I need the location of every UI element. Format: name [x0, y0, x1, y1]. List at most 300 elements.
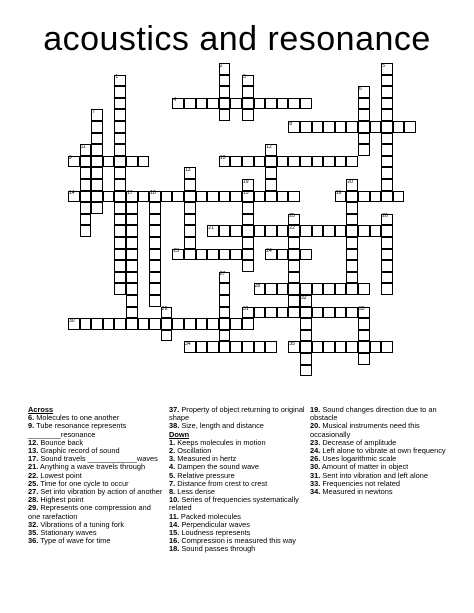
grid-cell[interactable] [91, 167, 103, 179]
clue-text: Vibrations of a tuning fork [38, 519, 125, 529]
grid-cell[interactable] [196, 341, 208, 353]
clue-number: 24. [310, 446, 321, 456]
grid-cell[interactable] [242, 98, 254, 110]
grid-cell[interactable] [323, 121, 335, 133]
grid-cell[interactable] [219, 295, 231, 307]
grid-cell[interactable] [265, 191, 277, 203]
down-clue [310, 406, 450, 422]
clue-number: 13. [28, 446, 39, 456]
grid-number: 3 [243, 74, 246, 81]
grid-cell[interactable] [346, 121, 358, 133]
grid-cell[interactable] [149, 214, 161, 226]
grid-cell[interactable] [91, 144, 103, 156]
grid-cell[interactable] [184, 179, 196, 191]
grid-cell[interactable] [114, 121, 126, 133]
grid-cell[interactable] [312, 283, 324, 295]
grid-cell[interactable] [80, 156, 92, 168]
grid-cell[interactable] [149, 249, 161, 261]
grid-cell[interactable] [277, 156, 289, 168]
clue-number: 27. [28, 487, 39, 497]
clue-number: 5. [169, 470, 176, 480]
grid-cell[interactable] [346, 214, 358, 226]
grid-cell[interactable] [346, 191, 358, 203]
grid-cell[interactable] [346, 307, 358, 319]
grid-cell[interactable] [103, 156, 115, 168]
clue-number: 16. [169, 536, 180, 546]
grid-cell[interactable] [381, 75, 393, 87]
grid-cell[interactable] [288, 260, 300, 272]
clue-number: 7. [169, 478, 176, 488]
grid-cell[interactable] [381, 109, 393, 121]
grid-cell[interactable] [114, 225, 126, 237]
grid-cell[interactable] [114, 156, 126, 168]
grid-number: 27 [219, 271, 226, 278]
grid-number: 17 [127, 190, 133, 197]
grid-cell[interactable] [114, 109, 126, 121]
grid-cell[interactable] [149, 283, 161, 295]
grid-cell[interactable] [114, 98, 126, 110]
clue-number: 8. [169, 487, 176, 497]
grid-cell[interactable] [207, 191, 219, 203]
grid-number: 18 [150, 190, 156, 197]
grid-cell[interactable] [242, 260, 254, 272]
grid-cell[interactable] [219, 249, 231, 261]
grid-cell[interactable] [381, 179, 393, 191]
grid-cell[interactable] [230, 98, 242, 110]
grid-cell[interactable] [126, 295, 138, 307]
grid-cell[interactable] [242, 156, 254, 168]
grid-cell[interactable] [288, 249, 300, 261]
grid-cell[interactable] [219, 86, 231, 98]
grid-cell[interactable] [138, 318, 150, 330]
grid-cell[interactable] [207, 98, 219, 110]
grid-cell[interactable] [277, 249, 289, 261]
grid-cell[interactable] [126, 318, 138, 330]
grid-cell[interactable] [381, 225, 393, 237]
grid-cell[interactable] [346, 341, 358, 353]
clue-text: Packed molecules [178, 511, 241, 521]
grid-cell[interactable] [207, 249, 219, 261]
grid-cell[interactable] [254, 307, 266, 319]
grid-cell[interactable] [335, 121, 347, 133]
grid-number: 23 [173, 248, 179, 255]
grid-cell[interactable] [207, 341, 219, 353]
grid-cell[interactable] [358, 121, 370, 133]
grid-cell[interactable] [138, 191, 150, 203]
grid-cell[interactable] [91, 202, 103, 214]
grid-cell[interactable] [265, 167, 277, 179]
grid-cell[interactable] [184, 98, 196, 110]
grid-cell[interactable] [242, 214, 254, 226]
clue-text: Sound travels ____________waves [38, 454, 158, 464]
clue-number: 4. [169, 462, 176, 472]
grid-cell[interactable] [91, 179, 103, 191]
grid-cell[interactable] [184, 202, 196, 214]
grid-cell[interactable] [161, 191, 173, 203]
grid-cell[interactable] [184, 237, 196, 249]
grid-cell[interactable] [358, 341, 370, 353]
clue-number: 26. [310, 454, 321, 464]
grid-cell[interactable] [149, 225, 161, 237]
grid-cell[interactable] [80, 191, 92, 203]
grid-cell[interactable] [172, 318, 184, 330]
grid-cell[interactable] [300, 365, 312, 377]
clue-text: Measured in hertz [175, 454, 237, 464]
clue-text: Highest point [38, 495, 84, 505]
grid-cell[interactable] [300, 283, 312, 295]
grid-cell[interactable] [219, 75, 231, 87]
grid-cell[interactable] [230, 249, 242, 261]
grid-cell[interactable] [277, 283, 289, 295]
clue-number: 36. [28, 536, 39, 546]
grid-cell[interactable] [358, 133, 370, 145]
clue-text: Represents one compression and one rarefaction [28, 503, 151, 521]
grid-cell[interactable] [358, 144, 370, 156]
grid-cell[interactable] [300, 225, 312, 237]
grid-cell[interactable] [149, 295, 161, 307]
grid-cell[interactable] [323, 341, 335, 353]
grid-cell[interactable] [300, 330, 312, 342]
clue-number: 12. [28, 437, 39, 447]
grid-cell[interactable] [335, 225, 347, 237]
grid-cell[interactable] [312, 121, 324, 133]
grid-number: 13 [185, 166, 191, 173]
grid-cell[interactable] [381, 167, 393, 179]
grid-cell[interactable] [358, 353, 370, 365]
grid-cell[interactable] [219, 318, 231, 330]
grid-cell[interactable] [80, 214, 92, 226]
grid-cell[interactable] [149, 237, 161, 249]
grid-cell[interactable] [277, 191, 289, 203]
grid-cell[interactable] [254, 225, 266, 237]
grid-cell[interactable] [265, 179, 277, 191]
grid-cell[interactable] [381, 249, 393, 261]
grid-cell[interactable] [184, 249, 196, 261]
grid-cell[interactable] [335, 341, 347, 353]
clue-number: 37. [169, 405, 180, 414]
grid-cell[interactable] [335, 156, 347, 168]
grid-cell[interactable] [288, 295, 300, 307]
clues-column-1 [28, 406, 163, 545]
clue-number: 10. [169, 495, 180, 505]
grid-number: 29 [161, 306, 168, 313]
grid-cell[interactable] [219, 341, 231, 353]
grid-cell[interactable] [114, 133, 126, 145]
grid-cell[interactable] [381, 86, 393, 98]
grid-cell[interactable] [323, 225, 335, 237]
grid-cell[interactable] [346, 156, 358, 168]
grid-cell[interactable] [335, 283, 347, 295]
grid-cell[interactable] [126, 237, 138, 249]
grid-cell[interactable] [335, 307, 347, 319]
grid-cell[interactable] [254, 341, 266, 353]
grid-cell[interactable] [381, 191, 393, 203]
grid-cell[interactable] [381, 272, 393, 284]
grid-cell[interactable] [370, 191, 382, 203]
grid-number: 1 [115, 74, 119, 81]
grid-cell[interactable] [346, 202, 358, 214]
grid-cell[interactable] [230, 318, 242, 330]
grid-cell[interactable] [358, 191, 370, 203]
grid-cell[interactable] [370, 121, 382, 133]
grid-cell[interactable] [288, 98, 300, 110]
grid-cell[interactable] [114, 214, 126, 226]
grid-cell[interactable] [126, 283, 138, 295]
grid-cell[interactable] [393, 191, 405, 203]
grid-cell[interactable] [254, 191, 266, 203]
grid-cell[interactable] [114, 249, 126, 261]
grid-cell[interactable] [149, 260, 161, 272]
grid-cell[interactable] [277, 225, 289, 237]
clue-text: Anything a wave travels through [38, 462, 146, 472]
grid-cell[interactable] [312, 225, 324, 237]
grid-cell[interactable] [312, 341, 324, 353]
grid-number: 33 [359, 306, 365, 313]
grid-cell[interactable] [219, 98, 231, 110]
grid-cell[interactable] [126, 249, 138, 261]
grid-cell[interactable] [358, 98, 370, 110]
grid-cell[interactable] [114, 283, 126, 295]
clue-text: Left alone to vibrate at own frequency [320, 446, 446, 456]
grid-cell[interactable] [80, 167, 92, 179]
grid-cell[interactable] [381, 121, 393, 133]
grid-cell[interactable] [242, 86, 254, 98]
grid-cell[interactable] [323, 156, 335, 168]
grid-cell[interactable] [219, 191, 231, 203]
clue-text: Amount of matter in object [320, 462, 409, 472]
grid-cell[interactable] [161, 318, 173, 330]
grid-cell[interactable] [103, 318, 115, 330]
clues-column-3 [310, 406, 450, 496]
grid-cell[interactable] [184, 191, 196, 203]
grid-cell[interactable] [393, 121, 405, 133]
grid-cell[interactable] [114, 167, 126, 179]
grid-cell[interactable] [114, 272, 126, 284]
grid-cell[interactable] [265, 341, 277, 353]
grid-cell[interactable] [288, 156, 300, 168]
grid-cell[interactable] [370, 225, 382, 237]
grid-cell[interactable] [288, 237, 300, 249]
grid-cell[interactable] [196, 98, 208, 110]
grid-cell[interactable] [230, 191, 242, 203]
grid-cell[interactable] [254, 156, 266, 168]
clue-number: 18. [169, 544, 180, 554]
down-clue [310, 488, 450, 496]
grid-cell[interactable] [114, 202, 126, 214]
grid-number: 6 [359, 85, 362, 92]
grid-cell[interactable] [265, 156, 277, 168]
grid-cell[interactable] [114, 237, 126, 249]
grid-cell[interactable] [323, 283, 335, 295]
grid-cell[interactable] [126, 214, 138, 226]
clue-number: 33. [310, 478, 321, 488]
grid-cell[interactable] [103, 191, 115, 203]
clue-text: Tube resonance represents ________resonance [28, 421, 127, 439]
grid-cell[interactable] [80, 179, 92, 191]
grid-cell[interactable] [114, 86, 126, 98]
grid-cell[interactable] [312, 307, 324, 319]
grid-cell[interactable] [91, 318, 103, 330]
grid-cell[interactable] [277, 307, 289, 319]
grid-cell[interactable] [265, 283, 277, 295]
grid-cell[interactable] [219, 307, 231, 319]
grid-cell[interactable] [230, 225, 242, 237]
clue-text: Oscillation [175, 446, 212, 456]
grid-cell[interactable] [300, 249, 312, 261]
grid-cell[interactable] [149, 272, 161, 284]
grid-cell[interactable] [242, 225, 254, 237]
grid-cell[interactable] [254, 98, 266, 110]
clue-text: Frequencies not related [320, 478, 400, 488]
across-heading: Across [28, 405, 54, 414]
grid-number: 21 [208, 224, 214, 231]
grid-cell[interactable] [288, 272, 300, 284]
grid-cell[interactable] [196, 249, 208, 261]
grid-cell[interactable] [149, 202, 161, 214]
grid-cell[interactable] [381, 133, 393, 145]
grid-cell[interactable] [265, 98, 277, 110]
grid-cell[interactable] [346, 225, 358, 237]
grid-cell[interactable] [242, 202, 254, 214]
across-clue [169, 422, 305, 430]
grid-cell[interactable] [114, 191, 126, 203]
grid-cell[interactable] [126, 307, 138, 319]
down-clue [169, 545, 305, 553]
grid-number: 19 [243, 178, 249, 185]
grid-number: 7 [92, 108, 95, 115]
grid-cell[interactable] [219, 330, 231, 342]
grid-cell[interactable] [381, 144, 393, 156]
grid-cell[interactable] [404, 121, 416, 133]
grid-number: 12 [266, 143, 272, 150]
grid-cell[interactable] [381, 260, 393, 272]
grid-cell[interactable] [288, 283, 300, 295]
down-clue-list [169, 439, 305, 554]
clue-text: Bounce back [38, 437, 84, 447]
grid-cell[interactable] [346, 283, 358, 295]
clue-text: Size, length and distance [179, 421, 264, 431]
grid-cell[interactable] [114, 179, 126, 191]
grid-cell[interactable] [300, 121, 312, 133]
grid-cell[interactable] [358, 330, 370, 342]
grid-cell[interactable] [114, 260, 126, 272]
grid-cell[interactable] [277, 98, 289, 110]
clue-number: 29. [28, 503, 39, 513]
grid-cell[interactable] [138, 156, 150, 168]
grid-cell[interactable] [288, 307, 300, 319]
grid-cell[interactable] [91, 121, 103, 133]
grid-cell[interactable] [126, 272, 138, 284]
grid-cell[interactable] [300, 98, 312, 110]
grid-cell[interactable] [346, 249, 358, 261]
grid-cell[interactable] [149, 318, 161, 330]
grid-cell[interactable] [80, 225, 92, 237]
grid-cell[interactable] [242, 318, 254, 330]
down-clue [169, 496, 305, 512]
clue-text: Musical instruments need this occasionally [310, 421, 420, 439]
grid-cell[interactable] [172, 191, 184, 203]
clue-number: 38. [169, 421, 180, 431]
grid-cell[interactable] [300, 353, 312, 365]
clue-number: 19. [310, 405, 321, 414]
grid-cell[interactable] [126, 202, 138, 214]
grid-cell[interactable] [126, 260, 138, 272]
grid-cell[interactable] [242, 249, 254, 261]
grid-cell[interactable] [346, 272, 358, 284]
grid-cell[interactable] [219, 283, 231, 295]
grid-cell[interactable] [207, 318, 219, 330]
grid-cell[interactable] [370, 341, 382, 353]
grid-cell[interactable] [184, 225, 196, 237]
grid-number: 22 [289, 224, 295, 231]
grid-cell[interactable] [184, 318, 196, 330]
grid-cell[interactable] [242, 341, 254, 353]
grid-cell[interactable] [242, 109, 254, 121]
grid-cell[interactable] [114, 318, 126, 330]
clue-number: 11. [169, 511, 179, 521]
grid-cell[interactable] [242, 237, 254, 249]
grid-cell[interactable] [381, 283, 393, 295]
grid-cell[interactable] [346, 260, 358, 272]
grid-cell[interactable] [300, 156, 312, 168]
grid-cell[interactable] [91, 191, 103, 203]
grid-cell[interactable] [358, 109, 370, 121]
grid-cell[interactable] [80, 202, 92, 214]
grid-cell[interactable] [219, 225, 231, 237]
grid-cell[interactable] [230, 156, 242, 168]
grid-cell[interactable] [126, 156, 138, 168]
grid-cell[interactable] [346, 237, 358, 249]
grid-cell[interactable] [312, 156, 324, 168]
grid-cell[interactable] [230, 341, 242, 353]
grid-cell[interactable] [381, 98, 393, 110]
grid-cell[interactable] [265, 307, 277, 319]
grid-cell[interactable] [196, 191, 208, 203]
grid-cell[interactable] [300, 341, 312, 353]
grid-cell[interactable] [265, 225, 277, 237]
grid-cell[interactable] [196, 318, 208, 330]
grid-cell[interactable] [219, 109, 231, 121]
clue-number: 2. [169, 446, 176, 456]
clue-number: 25. [28, 478, 39, 488]
grid-number: 32 [301, 294, 307, 301]
grid-cell[interactable] [91, 133, 103, 145]
grid-cell[interactable] [161, 330, 173, 342]
clue-text: Property of object returning to original shape [169, 405, 305, 423]
clue-number: 22. [28, 470, 39, 480]
grid-cell[interactable] [381, 156, 393, 168]
grid-cell[interactable] [288, 191, 300, 203]
grid-cell[interactable] [126, 225, 138, 237]
grid-cell[interactable] [300, 307, 312, 319]
grid-number: 9 [69, 155, 72, 162]
grid-cell[interactable] [184, 214, 196, 226]
grid-cell[interactable] [358, 318, 370, 330]
grid-number: 26 [382, 213, 388, 220]
grid-cell[interactable] [300, 318, 312, 330]
clue-number: 28. [28, 495, 39, 505]
grid-cell[interactable] [80, 318, 92, 330]
grid-cell[interactable] [358, 225, 370, 237]
grid-cell[interactable] [91, 156, 103, 168]
grid-cell[interactable] [381, 237, 393, 249]
clues-column-2 [169, 406, 305, 554]
grid-cell[interactable] [358, 283, 370, 295]
clue-text: Distance from crest to crest [175, 478, 268, 488]
grid-cell[interactable] [381, 341, 393, 353]
grid-cell[interactable] [114, 144, 126, 156]
grid-cell[interactable] [323, 307, 335, 319]
